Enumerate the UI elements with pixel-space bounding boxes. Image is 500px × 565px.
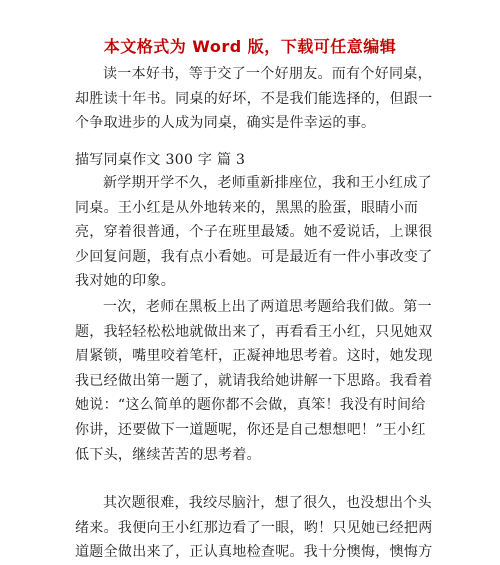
body-paragraph-2	[75, 295, 435, 467]
paragraph-line: 新学期开学不久，老师重新排座位，我和王小红成了	[103, 175, 432, 191]
paragraph-line: 亮，穿着很普通，个子在班里最矮。她不爱说话，上课很	[75, 224, 433, 241]
paragraph-line: 眉紧锁，嘴里咬着笔杆，正凝神地思考着。这时，她发现	[75, 348, 433, 365]
paragraph-line: 读一本好书，等于交了一个好朋友。而有个好同桌，	[103, 66, 432, 82]
paragraph-line: 我已经做出第一题了，就请我给她讲解一下思路。我看着	[75, 372, 433, 389]
body-paragraph-1	[75, 171, 435, 294]
essay-heading: 描写同桌作文 300 字 篇 3	[75, 152, 246, 168]
paragraph-line: 低下头，继续苦苦的思考着。	[75, 446, 261, 463]
paragraph-line: 其次题很难，我绞尽脑汁，想了很久，也没想出个头	[103, 495, 432, 511]
paragraph-line: 一次，老师在黑板上出了两道思考题给我们做。第一	[103, 299, 432, 315]
paragraph-line: 同桌。王小红是从外地转来的，黑黑的脸蛋，眼睛小而	[75, 199, 419, 216]
paragraph-line: 个争取进步的人成为同桌，确实是件幸运的事。	[75, 115, 376, 132]
paragraph-line: 少回复问题，我有点小看她。可是最近有一件小事改变了	[75, 248, 433, 265]
paragraph-line: 你讲，还要做下一道题呢，你还是自己想想吧！”王小红	[75, 421, 426, 438]
paragraph-line: 却胜读十年书。同桌的好坏，不是我们能选择的，但跟一	[75, 90, 433, 107]
paragraph-line: 她说：“这么简单的题你都不会做，真笨！我没有时间给	[75, 397, 426, 414]
paragraph-line: 我对她的印象。	[75, 273, 176, 290]
intro-paragraph	[75, 62, 435, 136]
paragraph-line: 道题全做出来了，正认真地检查呢。我十分懊悔，懊悔方	[75, 544, 433, 561]
body-paragraph-3	[75, 491, 435, 565]
paragraph-line: 绪来。我便向王小红那边看了一眼，哟！只见她已经把两	[75, 519, 433, 536]
paragraph-line: 题，我轻轻松松地就做出来了，再看看王小红，只见她双	[75, 323, 433, 340]
document-banner: 本文格式为 Word 版，下载可任意编辑	[103, 37, 397, 56]
